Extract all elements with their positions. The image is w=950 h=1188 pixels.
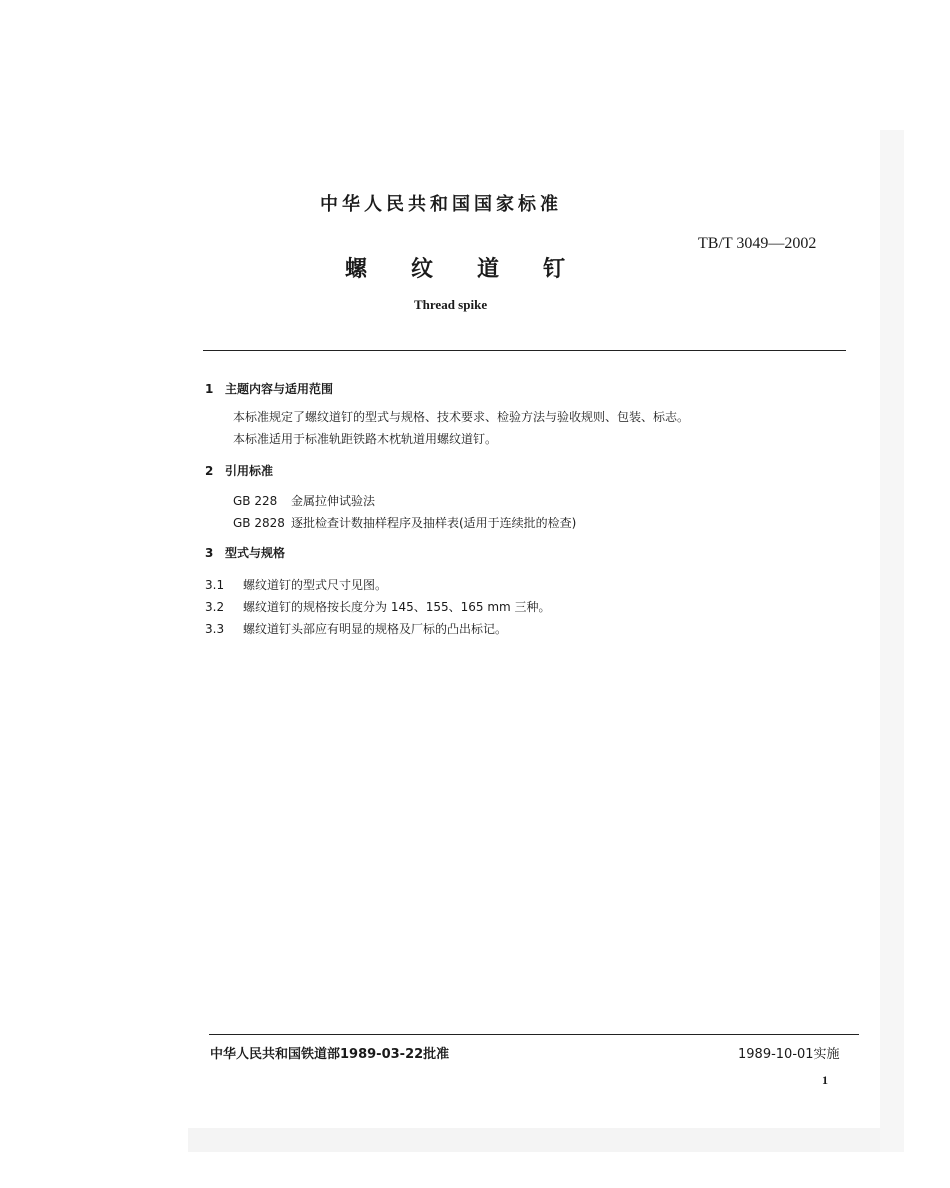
clause-text: 螺纹道钉头部应有明显的规格及厂标的凸出标记。 [243, 622, 508, 636]
document-body [205, 378, 845, 640]
page-number: 1 [822, 1073, 828, 1087]
section-heading-2 [205, 460, 845, 482]
bottom-divider [209, 1034, 859, 1035]
doc-subtitle: Thread spike [414, 297, 488, 312]
section-title: 型式与规格 [225, 546, 286, 560]
paragraph: 本标准适用于标准轨距铁路木枕轨道用螺纹道钉。 [233, 432, 498, 446]
clause-number: 3.1 [205, 578, 225, 592]
clause-item [205, 618, 845, 640]
section-title: 主题内容与适用范围 [225, 382, 334, 396]
header-title: 中华人民共和国国家标准 [320, 194, 562, 215]
section-number: 1 [205, 382, 214, 396]
section-1-body [233, 406, 845, 450]
section-number: 3 [205, 546, 214, 560]
clause-text: 螺纹道钉的规格按长度分为 145、155、165 mm 三种。 [243, 600, 551, 614]
section-title: 引用标准 [225, 464, 274, 478]
reference-code: GB 2828 [233, 516, 285, 530]
clause-text: 螺纹道钉的型式尺寸见图。 [243, 578, 388, 592]
section-heading-3 [205, 542, 845, 564]
section-number: 2 [205, 464, 214, 478]
clause-item [205, 596, 845, 618]
clause-number: 3.3 [205, 622, 225, 636]
reference-list [233, 490, 845, 534]
clause-number: 3.2 [205, 600, 225, 614]
doc-title: 螺纹道钉 [345, 257, 610, 282]
top-divider [203, 350, 846, 351]
standard-code: TB/T 3049—2002 [698, 235, 817, 252]
reference-title: 逐批检查计数抽样程序及抽样表(适用于连续批的检查) [291, 516, 577, 530]
reference-item [233, 490, 845, 512]
paragraph: 本标准规定了螺纹道钉的型式与规格、技术要求、检验方法与验收规则、包装、标志。 [233, 410, 690, 424]
clause-item [205, 574, 845, 596]
effective-date: 1989-10-01实施 [738, 1047, 840, 1062]
reference-code: GB 228 [233, 494, 278, 508]
section-heading-1 [205, 378, 845, 400]
approval-line: 中华人民共和国铁道部1989-03-22批准 [210, 1047, 450, 1062]
reference-title: 金属拉伸试验法 [291, 494, 376, 508]
reference-item [233, 512, 845, 534]
